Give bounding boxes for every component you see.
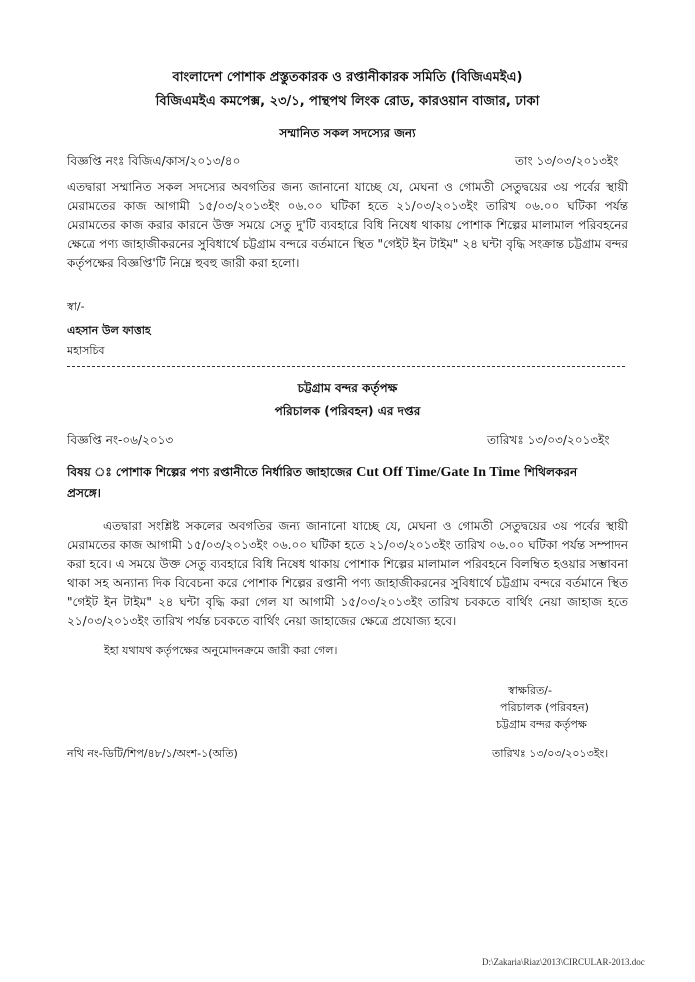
audience-heading: সম্মানিত সকল সদস্যের জন্য	[279, 126, 416, 140]
subject-prefix: বিষয় ঃ পোশাক শিল্পের পণ্য রপ্তানীতে নির্ধারিত জাহাজের	[67, 465, 353, 479]
divider-line	[67, 366, 625, 367]
authority-name: চট্টগ্রাম বন্দর কর্তৃপক্ষ	[297, 381, 398, 395]
office-name: পরিচালক (পরিবহন) এর দপ্তর	[274, 404, 421, 418]
approval-statement: ইহা যথাযথ কর্তৃপক্ষের অনুমোদনক্রমে জারী করা গেল।	[104, 644, 338, 657]
circular-signature-mark: স্বাক্ষরিত/-	[508, 684, 552, 697]
circular-reference-number: বিজ্ঞপ্তি নং-০৬/২০১৩	[67, 433, 174, 447]
org-address: বিজিএমইএ কমপেক্স, ২৩/১, পান্থপথ লিংক রোড, কারওয়ান বাজার, ঢাকা	[155, 94, 540, 109]
circular-signer-title: পরিচালক (পরিবহন)	[500, 701, 589, 714]
org-name: বাংলাদেশ পোশাক প্রস্তুতকারক ও রপ্তানীকারক সমিতি (বিজিএমইএ)	[172, 70, 523, 85]
document-file-path: D:\Zakaria\Riaz\2013\CIRCULAR-2013.doc	[482, 957, 645, 967]
notice-date: তাং ১৩/০৩/২০১৩ইং	[515, 154, 619, 168]
signer-title: মহাসচিব	[67, 344, 105, 357]
notice-body: এতদ্বারা সম্মানিত সকল সদস্যের অবগতির জন্য জানানো যাচ্ছে যে, মেঘনা ও গোমতী সেতুদ্বয়ের ৩য় পর্বের স্থায়ী মেরামতের কাজ আগামী ১৫/০৩/২০১৩ইং ০৬.০০ ঘটিকা হতে ২১/০৩/২০১৩ইং তারিখ ০৬.০০ ঘটিকা পর্যন্ত মেরামতের কাজ করার কারনে উক্ত সময়ে সেতু দু'টি ব্যবহারে বিধি নিষেধ থাকায় পোশাক শিল্পের মালামাল পরিবহনের ক্ষেত্রে পণ্য জাহাজীকরনের সুবিধার্থে চট্টগ্রাম বন্দরে বর্তমানে স্থিত "গেইট ইন টাইম" ২৪ ঘন্টা বৃদ্ধি সংক্রান্ত চট্টগ্রাম বন্দর কর্তৃপক্ষের বিজ্ঞপ্তি'টি নিম্নে হুবহু জারী করা হলো।	[67, 180, 628, 270]
subject-line-2: প্রসঙ্গে।	[67, 486, 101, 500]
file-date: তারিখঃ ১৩/০৩/২০১৩ইং।	[492, 747, 609, 760]
file-number: নথি নং-ডিটি/শিপ/৪৮/১/অংশ-১(অতি)	[67, 747, 238, 760]
subject-cutoff-term: Cut Off Time/Gate In Time	[356, 465, 521, 480]
circular-body: এতদ্বারা সংশ্লিষ্ট সকলের অবগতির জন্য জানানো যাচ্ছে যে, মেঘনা ও গোমতী সেতুদ্বয়ের ৩য় পর্বের স্থায়ী মেরামতের কাজ আগামী ১৫/০৩/২০১৩ইং ০৬.০০ ঘটিকা হতে ২১/০৩/২০১৩ইং তারিখ ০৬.০০ ঘটিকা পর্যন্ত সম্পাদন করা হবে। এ সময়ে উক্ত সেতু ব্যবহারে বিধি নিষেধ থাকায় পোশাক শিল্পের মালামাল পরিবহনে বিলম্বিত হওয়ার সম্ভাবনা থাকা সহ অন্যান্য দিক বিবেচনা করে পোশাক শিল্পের রপ্তানী পণ্য জাহাজীকরনের সুবিধার্থে চট্টগ্রাম বন্দরে বর্তমানে স্থিত "গেইট ইন টাইম" ২৪ ঘন্টা বৃদ্ধি করা গেল যা আগামী ১৫/০৩/২০১৩ইং তারিখ চবকতে বার্থিং নেয়া জাহাজ হতে ২১/০৩/২০১৩ইং তারিখ পর্যন্ত চবকতে বার্থিং নেয়া জাহাজের ক্ষেত্রে প্রযোজ্য হবে।	[67, 519, 628, 628]
signature-mark: স্বা/-	[67, 300, 85, 313]
subject-suffix: শিথিলকরন	[524, 465, 578, 479]
signer-name: এহসান উল ফাত্তাহ	[67, 324, 151, 337]
circular-signer-org: চট্টগ্রাম বন্দর কর্তৃপক্ষ	[496, 718, 587, 731]
circular-date: তারিখঃ ১৩/০৩/২০১৩ইং	[487, 433, 610, 447]
notice-reference-number: বিজ্ঞপ্তি নংঃ বিজিএ/কাস/২০১৩/৪০	[67, 154, 241, 168]
subject-line	[67, 464, 577, 484]
